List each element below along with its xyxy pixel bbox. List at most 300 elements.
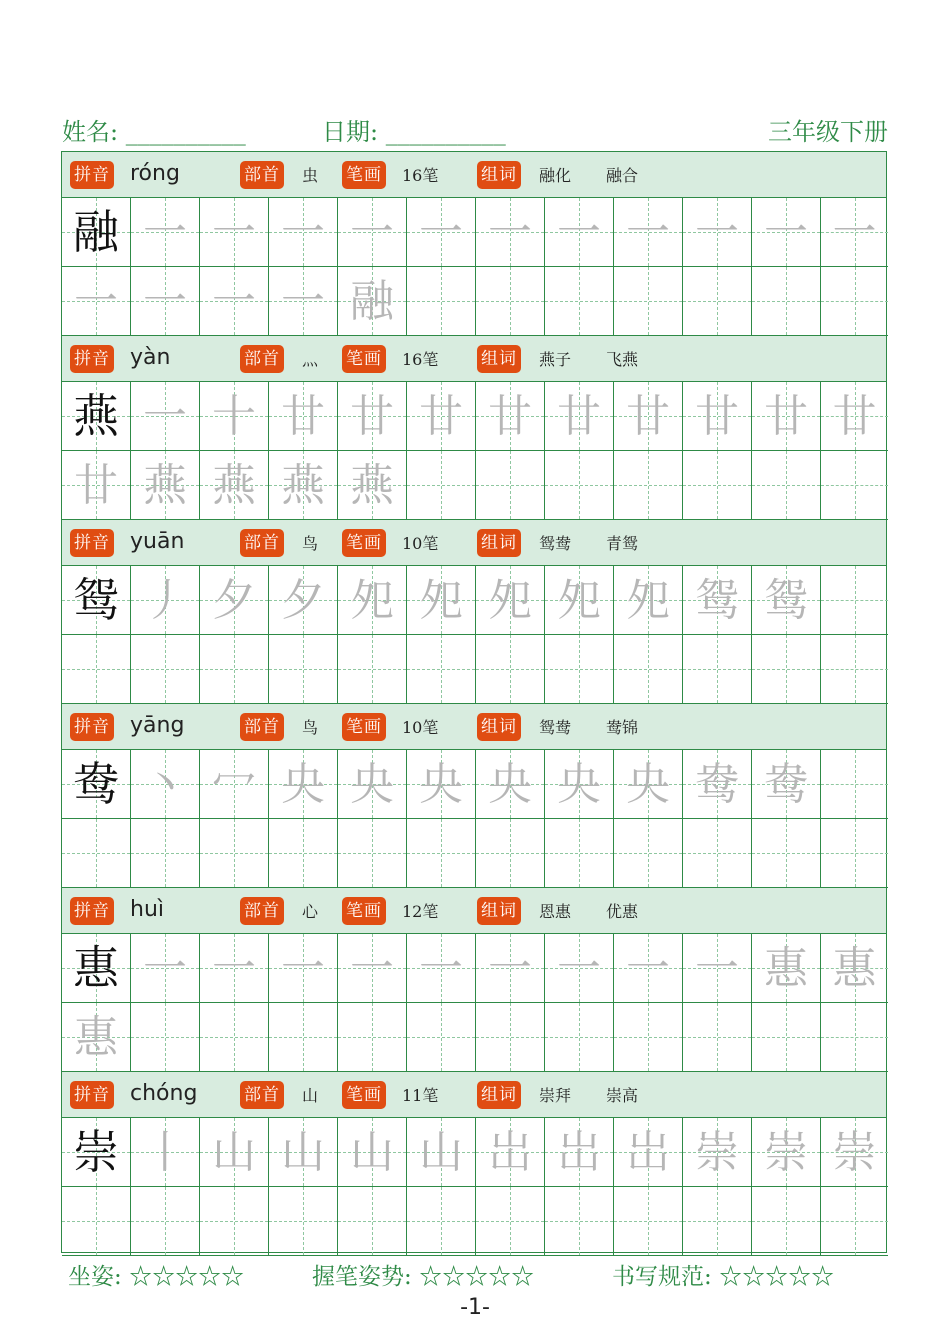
writing-cell[interactable] [62, 267, 131, 336]
stroke-order-trace: 廿 [695, 391, 739, 442]
writing-cell[interactable] [62, 635, 131, 704]
writing-cell[interactable] [62, 1118, 131, 1187]
stroke-order-trace: 惠 [764, 943, 808, 994]
guide-line [269, 853, 337, 854]
writing-cell[interactable] [407, 382, 476, 451]
writing-cell[interactable] [752, 267, 821, 336]
writing-stars[interactable]: ☆☆☆☆☆ [719, 1264, 835, 1290]
word1-value: 融化 [539, 166, 572, 185]
stroke-order-trace: 一 [350, 943, 394, 994]
writing-cell[interactable] [821, 1118, 888, 1187]
stroke-order-trace: 央 [557, 759, 601, 810]
stroke-order-trace: 一 [488, 207, 532, 258]
writing-cell[interactable] [131, 1187, 200, 1256]
writing-cell[interactable] [269, 566, 338, 635]
pinyin-value: yāng [130, 713, 185, 738]
radical-value: 鸟 [302, 718, 319, 737]
writing-cell[interactable] [614, 750, 683, 819]
writing-grid [62, 198, 886, 336]
stroke-order-trace: 一 [488, 943, 532, 994]
writing-rating [612, 1258, 834, 1291]
stroke-order-trace: 丶 [143, 759, 187, 810]
words-tag: 组词 [477, 529, 521, 557]
character-info-bar [62, 152, 886, 198]
stroke-order-trace: 一 [832, 207, 877, 258]
writing-cell[interactable] [407, 1003, 476, 1072]
writing-cell[interactable] [821, 819, 888, 888]
stroke-order-trace: 岀 [626, 1127, 670, 1178]
writing-cell[interactable] [614, 635, 683, 704]
writing-cell[interactable] [407, 934, 476, 1003]
stroke-order-trace: 夗 [557, 575, 601, 626]
writing-cell[interactable] [269, 1187, 338, 1256]
radical-value: 虫 [302, 166, 319, 185]
posture-label: 坐姿: [68, 1264, 122, 1290]
writing-cell[interactable] [338, 267, 407, 336]
writing-cell[interactable] [545, 382, 614, 451]
guide-line [683, 485, 751, 486]
stroke-order-trace: 一 [281, 276, 325, 327]
writing-cell[interactable] [407, 198, 476, 267]
radical-value: 灬 [302, 350, 319, 369]
writing-cell[interactable] [269, 819, 338, 888]
writing-cell[interactable] [131, 451, 200, 520]
guide-line [752, 1037, 820, 1038]
date-field[interactable] [322, 112, 506, 147]
writing-cell[interactable] [200, 1118, 269, 1187]
writing-cell[interactable] [545, 750, 614, 819]
model-character: 惠 [73, 941, 119, 995]
stroke-order-trace: 燕 [281, 460, 325, 511]
stroke-order-trace: 惠 [832, 943, 877, 994]
writing-cell[interactable] [200, 819, 269, 888]
writing-cell[interactable] [338, 566, 407, 635]
writing-cell[interactable] [821, 635, 888, 704]
strokes-tag: 笔画 [342, 713, 386, 741]
word2-value: 飞燕 [606, 350, 639, 369]
writing-cell[interactable] [269, 1118, 338, 1187]
pinyin-tag: 拼音 [70, 345, 114, 373]
guide-line [545, 853, 613, 854]
writing-cell[interactable] [614, 1118, 683, 1187]
guide-line [614, 669, 682, 670]
writing-cell[interactable] [545, 934, 614, 1003]
pinyin-tag: 拼音 [70, 897, 114, 925]
writing-cell[interactable] [131, 1118, 200, 1187]
writing-cell[interactable] [752, 382, 821, 451]
writing-cell[interactable] [200, 1003, 269, 1072]
model-character: 燕 [73, 389, 119, 443]
name-blank[interactable]: __________ [125, 118, 246, 146]
writing-cell[interactable] [338, 1003, 407, 1072]
writing-cell[interactable] [131, 934, 200, 1003]
stroke-order-trace: 山 [419, 1127, 463, 1178]
character-block [62, 1072, 886, 1256]
writing-cell[interactable] [62, 934, 131, 1003]
writing-cell[interactable] [752, 1003, 821, 1072]
writing-cell[interactable] [338, 934, 407, 1003]
stroke-order-trace: 山 [350, 1127, 394, 1178]
writing-cell[interactable] [62, 198, 131, 267]
guide-line [269, 1221, 337, 1222]
writing-cell[interactable] [62, 750, 131, 819]
writing-cell[interactable] [545, 1187, 614, 1256]
pinyin-tag: 拼音 [70, 713, 114, 741]
writing-cell[interactable] [545, 451, 614, 520]
worksheet-header [62, 112, 888, 148]
strokes-tag: 笔画 [342, 897, 386, 925]
pinyin-value: chóng [130, 1081, 198, 1106]
writing-cell[interactable] [683, 819, 752, 888]
writing-cell[interactable] [407, 1187, 476, 1256]
word2-value: 优惠 [606, 902, 639, 921]
stroke-order-trace: 崇 [764, 1127, 808, 1178]
guide-line [752, 485, 820, 486]
writing-cell[interactable] [545, 635, 614, 704]
writing-cell[interactable] [752, 566, 821, 635]
writing-cell[interactable] [683, 1118, 752, 1187]
writing-cell[interactable] [821, 934, 888, 1003]
writing-cell[interactable] [752, 819, 821, 888]
stroke-order-trace: 鸯 [695, 759, 739, 810]
stroke-order-trace: 一 [557, 943, 601, 994]
guide-line [338, 1037, 406, 1038]
writing-cell[interactable] [683, 382, 752, 451]
writing-cell[interactable] [752, 750, 821, 819]
writing-cell[interactable] [200, 451, 269, 520]
guide-line [683, 301, 751, 302]
writing-cell[interactable] [269, 635, 338, 704]
date-label: 日期: [322, 118, 379, 146]
writing-cell[interactable] [614, 382, 683, 451]
strokes-tag: 笔画 [342, 161, 386, 189]
guide-line [614, 1037, 682, 1038]
writing-cell[interactable] [338, 198, 407, 267]
writing-cell[interactable] [752, 635, 821, 704]
posture-stars[interactable]: ☆☆☆☆☆ [129, 1264, 245, 1290]
evaluation-footer [68, 1258, 888, 1294]
writing-cell[interactable] [821, 1187, 888, 1256]
stroke-order-trace: 夗 [419, 575, 463, 626]
character-info-bar [62, 888, 886, 934]
writing-cell[interactable] [614, 566, 683, 635]
writing-cell[interactable] [338, 750, 407, 819]
guide-line [821, 1037, 888, 1038]
writing-cell[interactable] [476, 635, 545, 704]
stroke-order-trace: 一 [281, 943, 325, 994]
writing-cell[interactable] [614, 1003, 683, 1072]
guide-line [545, 1221, 613, 1222]
stroke-order-trace: 一 [764, 207, 808, 258]
guide-line [62, 669, 130, 670]
writing-cell[interactable] [752, 451, 821, 520]
writing-cell[interactable] [821, 451, 888, 520]
writing-cell[interactable] [476, 267, 545, 336]
writing-cell[interactable] [338, 1118, 407, 1187]
writing-cell[interactable] [752, 934, 821, 1003]
stroke-order-trace: 廿 [626, 391, 670, 442]
writing-cell[interactable] [545, 198, 614, 267]
stroke-order-trace: 一 [626, 943, 670, 994]
writing-cell[interactable] [62, 819, 131, 888]
strokes-value: 16笔 [402, 350, 439, 369]
guide-line [200, 669, 268, 670]
writing-cell[interactable] [476, 382, 545, 451]
writing-cell[interactable] [476, 1187, 545, 1256]
pinyin-tag: 拼音 [70, 1081, 114, 1109]
word1-value: 鸳鸯 [539, 534, 572, 553]
stroke-order-trace: 十 [212, 391, 256, 442]
writing-cell[interactable] [200, 267, 269, 336]
guide-line [476, 853, 544, 854]
writing-cell[interactable] [683, 934, 752, 1003]
writing-cell[interactable] [131, 819, 200, 888]
writing-cell[interactable] [476, 819, 545, 888]
writing-cell[interactable] [476, 934, 545, 1003]
strokes-value: 16笔 [402, 166, 439, 185]
guide-line [200, 853, 268, 854]
writing-cell[interactable] [545, 1003, 614, 1072]
writing-cell[interactable] [269, 750, 338, 819]
practice-sheet [61, 151, 887, 1253]
stroke-order-trace: 一 [143, 391, 187, 442]
writing-cell[interactable] [683, 635, 752, 704]
guide-line [407, 1037, 475, 1038]
strokes-tag: 笔画 [342, 529, 386, 557]
writing-cell[interactable] [614, 1187, 683, 1256]
guide-line [62, 853, 130, 854]
writing-cell[interactable] [683, 1003, 752, 1072]
writing-cell[interactable] [62, 1003, 131, 1072]
writing-cell[interactable] [407, 635, 476, 704]
guide-line [476, 669, 544, 670]
writing-cell[interactable] [407, 451, 476, 520]
word2-value: 崇高 [606, 1086, 639, 1105]
writing-cell[interactable] [821, 198, 888, 267]
guide-line [476, 485, 544, 486]
writing-cell[interactable] [821, 750, 888, 819]
writing-cell[interactable] [752, 1118, 821, 1187]
character-block [62, 152, 886, 336]
writing-cell[interactable] [407, 267, 476, 336]
writing-cell[interactable] [200, 382, 269, 451]
writing-cell[interactable] [407, 566, 476, 635]
character-info-bar [62, 1072, 886, 1118]
writing-cell[interactable] [545, 267, 614, 336]
writing-cell[interactable] [821, 382, 888, 451]
writing-cell[interactable] [476, 566, 545, 635]
writing-cell[interactable] [407, 1118, 476, 1187]
writing-cell[interactable] [131, 566, 200, 635]
character-block [62, 520, 886, 704]
model-character: 鸯 [73, 757, 119, 811]
writing-cell[interactable] [476, 1118, 545, 1187]
guide-line [614, 853, 682, 854]
stroke-order-trace: 一 [74, 276, 118, 327]
writing-cell[interactable] [338, 819, 407, 888]
writing-cell[interactable] [131, 635, 200, 704]
grip-stars[interactable]: ☆☆☆☆☆ [419, 1264, 535, 1290]
guide-line [614, 1221, 682, 1222]
writing-grid [62, 934, 886, 1072]
writing-cell[interactable] [200, 198, 269, 267]
stroke-order-trace: 廿 [74, 460, 118, 511]
writing-cell[interactable] [614, 451, 683, 520]
guide-line [338, 1221, 406, 1222]
guide-line [407, 853, 475, 854]
writing-cell[interactable] [476, 1003, 545, 1072]
writing-cell[interactable] [821, 566, 888, 635]
writing-cell[interactable] [338, 382, 407, 451]
writing-cell[interactable] [62, 382, 131, 451]
writing-cell[interactable] [200, 635, 269, 704]
stroke-order-trace: 鸳 [764, 575, 808, 626]
guide-line [752, 1221, 820, 1222]
pinyin-tag: 拼音 [70, 161, 114, 189]
writing-cell[interactable] [683, 1187, 752, 1256]
stroke-order-trace: 一 [212, 943, 256, 994]
radical-tag: 部首 [240, 1081, 284, 1109]
writing-cell[interactable] [683, 267, 752, 336]
writing-cell[interactable] [407, 750, 476, 819]
words-tag: 组词 [477, 1081, 521, 1109]
writing-cell[interactable] [200, 566, 269, 635]
stroke-order-trace: 一 [419, 207, 463, 258]
writing-cell[interactable] [545, 566, 614, 635]
writing-cell[interactable] [476, 750, 545, 819]
strokes-value: 10笔 [402, 718, 439, 737]
stroke-order-trace: 廿 [281, 391, 325, 442]
stroke-order-trace: 廿 [832, 391, 877, 442]
guide-line [821, 1221, 888, 1222]
pinyin-value: yàn [130, 345, 171, 370]
writing-cell[interactable] [752, 1187, 821, 1256]
writing-cell[interactable] [683, 750, 752, 819]
grip-rating [312, 1258, 534, 1291]
guide-line [614, 301, 682, 302]
words-tag: 组词 [477, 345, 521, 373]
stroke-order-trace: 惠 [74, 1012, 118, 1063]
word1-value: 崇拜 [539, 1086, 572, 1105]
writing-cell[interactable] [476, 198, 545, 267]
guide-line [545, 1037, 613, 1038]
writing-cell[interactable] [614, 934, 683, 1003]
guide-line [476, 1037, 544, 1038]
writing-cell[interactable] [821, 1003, 888, 1072]
writing-cell[interactable] [338, 635, 407, 704]
writing-cell[interactable] [683, 451, 752, 520]
pinyin-value: róng [130, 161, 180, 186]
stroke-order-trace: 廿 [488, 391, 532, 442]
writing-cell[interactable] [131, 267, 200, 336]
stroke-order-trace: 鸳 [695, 575, 739, 626]
writing-cell[interactable] [545, 819, 614, 888]
writing-cell[interactable] [131, 382, 200, 451]
writing-cell[interactable] [200, 750, 269, 819]
writing-label: 书写规范: [612, 1264, 712, 1290]
stroke-order-trace: 鸯 [764, 759, 808, 810]
strokes-tag: 笔画 [342, 1081, 386, 1109]
stroke-order-trace: 一 [695, 207, 739, 258]
stroke-order-trace: 一 [143, 276, 187, 327]
stroke-order-trace: 山 [281, 1127, 325, 1178]
stroke-order-trace: 廿 [557, 391, 601, 442]
guide-line [338, 853, 406, 854]
writing-cell[interactable] [269, 382, 338, 451]
writing-cell[interactable] [62, 566, 131, 635]
writing-cell[interactable] [131, 198, 200, 267]
stroke-order-trace: 夗 [488, 575, 532, 626]
guide-line [131, 853, 199, 854]
word1-value: 恩惠 [539, 902, 572, 921]
character-info-bar [62, 520, 886, 566]
guide-line [752, 853, 820, 854]
writing-cell[interactable] [200, 934, 269, 1003]
word2-value: 鸯锦 [606, 718, 639, 737]
character-block [62, 704, 886, 888]
model-character: 融 [73, 205, 119, 259]
writing-cell[interactable] [269, 451, 338, 520]
writing-cell[interactable] [269, 198, 338, 267]
radical-tag: 部首 [240, 529, 284, 557]
guide-line [407, 669, 475, 670]
writing-cell[interactable] [131, 1003, 200, 1072]
guide-line [821, 301, 888, 302]
guide-line [545, 485, 613, 486]
guide-line [821, 485, 888, 486]
guide-line [407, 301, 475, 302]
writing-cell[interactable] [752, 198, 821, 267]
guide-line [269, 669, 337, 670]
guide-line [752, 301, 820, 302]
writing-cell[interactable] [683, 566, 752, 635]
writing-cell[interactable] [614, 267, 683, 336]
writing-cell[interactable] [614, 819, 683, 888]
writing-cell[interactable] [62, 1187, 131, 1256]
date-blank[interactable]: __________ [385, 118, 506, 146]
writing-cell[interactable] [62, 451, 131, 520]
stroke-order-trace: 央 [488, 759, 532, 810]
stroke-order-trace: 央 [281, 759, 325, 810]
writing-cell[interactable] [338, 1187, 407, 1256]
name-field[interactable] [62, 112, 246, 147]
writing-cell[interactable] [269, 1003, 338, 1072]
radical-value: 心 [302, 902, 319, 921]
character-info-bar [62, 336, 886, 382]
guide-line [131, 669, 199, 670]
writing-cell[interactable] [407, 819, 476, 888]
writing-cell[interactable] [269, 934, 338, 1003]
guide-line [683, 853, 751, 854]
writing-cell[interactable] [683, 198, 752, 267]
writing-cell[interactable] [131, 750, 200, 819]
writing-cell[interactable] [545, 1118, 614, 1187]
writing-cell[interactable] [200, 1187, 269, 1256]
pinyin-tag: 拼音 [70, 529, 114, 557]
writing-cell[interactable] [269, 267, 338, 336]
writing-cell[interactable] [476, 451, 545, 520]
writing-cell[interactable] [614, 198, 683, 267]
guide-line [62, 1221, 130, 1222]
writing-cell[interactable] [338, 451, 407, 520]
radical-value: 山 [302, 1086, 319, 1105]
stroke-order-trace: 夕 [281, 575, 325, 626]
writing-cell[interactable] [821, 267, 888, 336]
page-number: -1- [460, 1295, 490, 1320]
stroke-order-trace: 岀 [557, 1127, 601, 1178]
guide-line [200, 1221, 268, 1222]
stroke-order-trace: 燕 [350, 460, 394, 511]
